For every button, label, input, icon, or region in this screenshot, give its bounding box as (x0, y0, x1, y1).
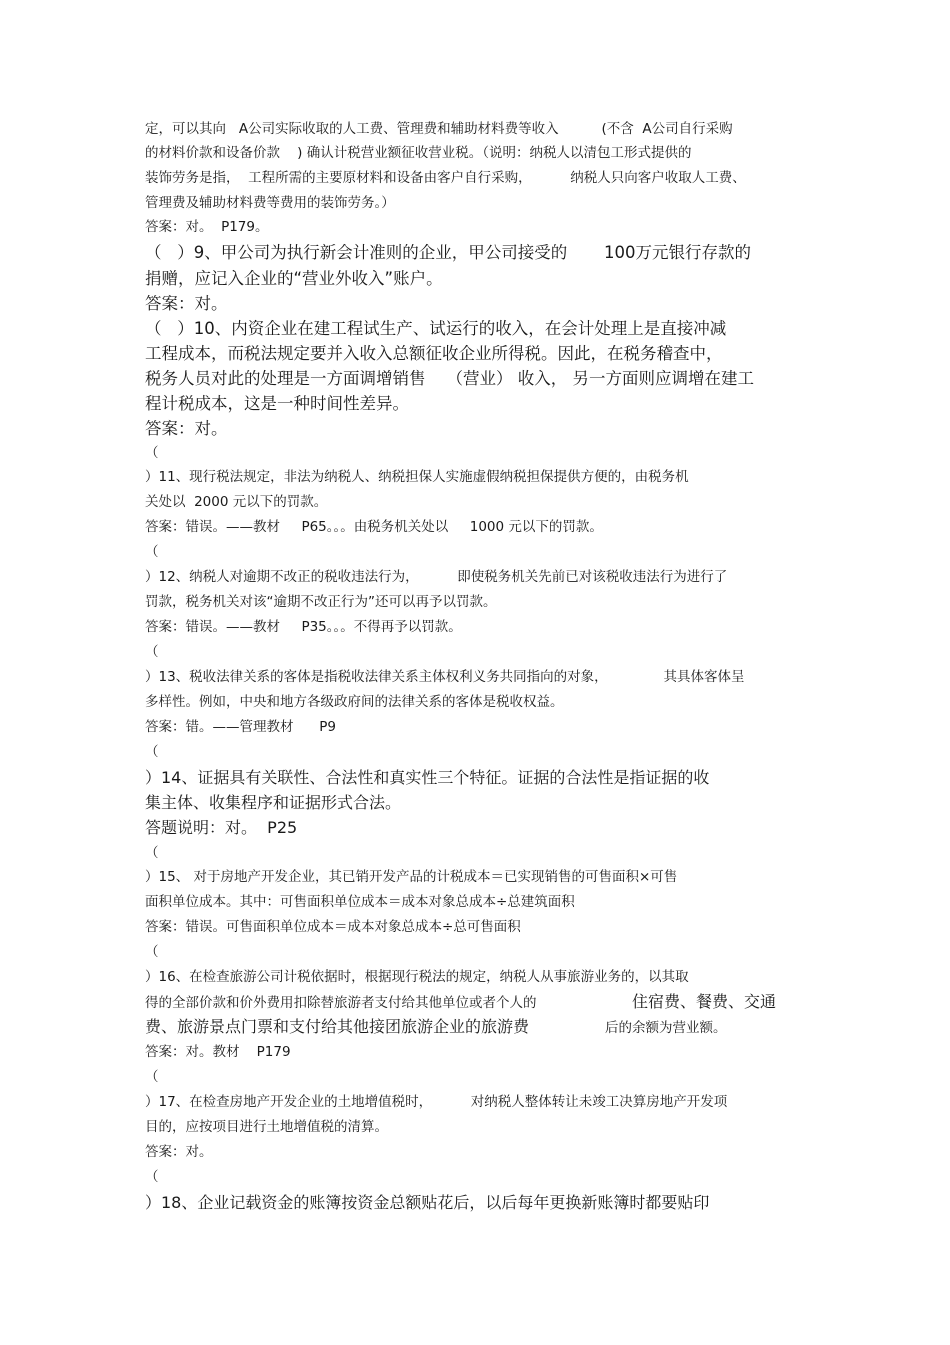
answer-line: 答案：错误。可售面积单位成本＝成本对象总成本÷总可售面积 (145, 919, 521, 935)
answer-line: 答题说明：对。 P25 (145, 818, 298, 837)
paren-line: （ (145, 845, 159, 861)
question-line: ）15、 对于房地产开发企业，其已销开发产品的计税成本＝已实现销售的可售面积×可售 (145, 869, 678, 885)
answer-line: 答案：错。——管理教材 P9 (145, 719, 336, 735)
paren-line: （ (145, 1169, 159, 1185)
question-line-emphasis: 费、旅游景点门票和支付给其他接团旅游企业的旅游费 (145, 1017, 530, 1036)
text-line: 的材料价款和设备价款 ) 确认计税营业额征收营业税。（说明：纳税人以清包工形式提供的 (145, 145, 692, 161)
answer-line: 答案：对。 P179。 (145, 219, 269, 235)
question-line: 捐赠，应记入企业的“营业外收入”账户。 (145, 269, 443, 288)
answer-line: 答案：错误。——教材 P35。。。不得再予以罚款。 (145, 619, 462, 635)
question-line: ）13、税收法律关系的客体是指税收法律关系主体权利义务共同指向的对象， 其具体客体呈 (145, 669, 745, 685)
question-line: ）11、现行税法规定，非法为纳税人、纳税担保人实施虚假纳税担保提供方便的，由税务机 (145, 469, 689, 485)
question-line: ）16、在检查旅游公司计税依据时，根据现行税法的规定，纳税人从事旅游业务的，以其取 (145, 969, 689, 985)
answer-line: 答案：对。教材 P179 (145, 1044, 291, 1060)
question-line: 面积单位成本。其中：可售面积单位成本＝成本对象总成本÷总建筑面积 (145, 894, 575, 910)
paren-line: （ (145, 544, 159, 560)
question-line: 工程成本，而税法规定要并入收入总额征收企业所得税。因此，在税务稽查中， (145, 344, 723, 363)
answer-line: 答案：对。 (145, 1144, 213, 1160)
question-line: ）12、纳税人对逾期不改正的税收违法行为， 即使税务机关先前已对该税收违法行为进行了 (145, 569, 728, 585)
question-line: 后的余额为营业额。 (605, 1020, 727, 1036)
question-line: （ ）9、甲公司为执行新会计准则的企业，甲公司接受的 100万元银行存款的 (145, 243, 751, 262)
question-line: 目的，应按项目进行土地增值税的清算。 (145, 1119, 388, 1135)
question-line: 得的全部价款和价外费用扣除替旅游者支付给其他单位或者个人的 (145, 995, 537, 1011)
text-line: 管理费及辅助材料费等费用的装饰劳务。） (145, 195, 395, 211)
text-line: 装饰劳务是指， 工程所需的主要原材料和设备由客户自行采购， 纳税人只向客户收取人工费、 (145, 170, 746, 186)
question-line: （ ）10、内资企业在建工程试生产、试运行的收入，在会计处理上是直接冲减 (145, 319, 727, 338)
answer-line: 答案：对。 (145, 294, 228, 313)
question-line: ）18、企业记载资金的账簿按资金总额贴花后，以后每年更换新账簿时都要贴印 (145, 1193, 710, 1212)
question-line: ）17、在检查房地产开发企业的土地增值税时， 对纳税人整体转让未竣工决算房地产开发项 (145, 1094, 728, 1110)
question-line: 税务人员对此的处理是一方面调增销售 （营业） 收入， 另一方面则应调增在建工 (145, 369, 754, 388)
answer-line: 答案：对。 (145, 419, 228, 438)
question-line: 集主体、收集程序和证据形式合法。 (145, 793, 402, 812)
paren-line: （ (145, 644, 159, 660)
paren-line: （ (145, 944, 159, 960)
paren-line: （ (145, 744, 159, 760)
question-line: 多样性。例如，中央和地方各级政府间的法律关系的客体是税收权益。 (145, 694, 564, 710)
question-line: 关处以 2000 元以下的罚款。 (145, 494, 328, 510)
question-line: 罚款，税务机关对该“逾期不改正行为”还可以再予以罚款。 (145, 594, 497, 610)
paren-line: （ (145, 1069, 159, 1085)
question-line: 程计税成本，这是一种时间性差异。 (145, 394, 409, 413)
paren-line: （ (145, 445, 159, 461)
text-line: 定，可以其向 A公司实际收取的人工费、管理费和辅助材料费等收入 (不含 A公司自行采购 (145, 121, 733, 137)
answer-line: 答案：错误。——教材 P65。。。由税务机关处以 1000 元以下的罚款。 (145, 519, 603, 535)
question-line-emphasis: 住宿费、餐费、交通 (632, 992, 777, 1011)
question-line: ）14、证据具有关联性、合法性和真实性三个特征。证据的合法性是指证据的收 (145, 768, 710, 787)
